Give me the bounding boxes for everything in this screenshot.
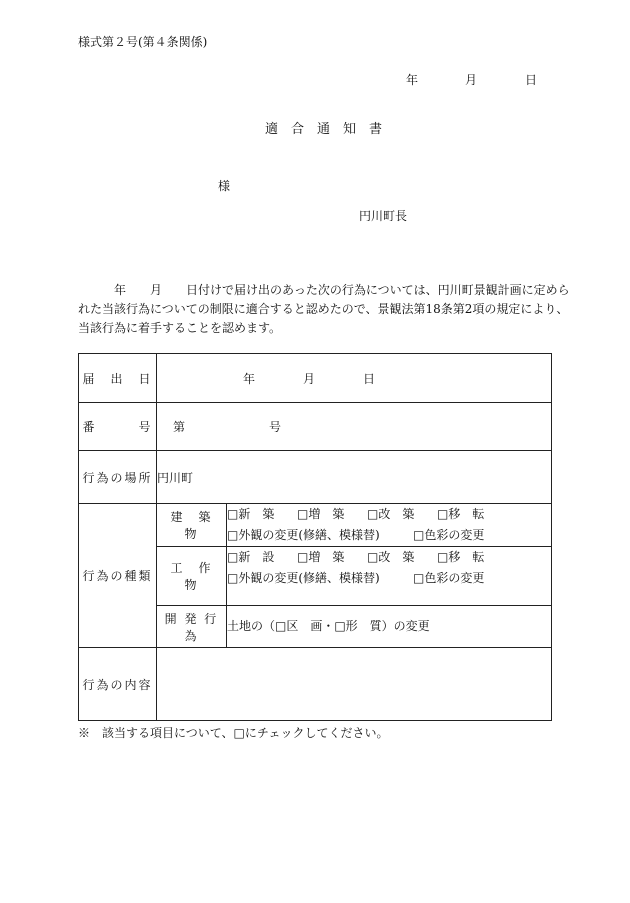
addressee-suffix: 様 — [218, 179, 231, 193]
checkbox-building-new[interactable]: □新 築 — [227, 507, 275, 521]
value-place: 円川町 — [157, 451, 552, 504]
body-line-3: 当該行為に着手することを認めます。 — [78, 321, 282, 335]
checkbox-building-move[interactable]: □移 転 — [437, 507, 485, 521]
value-content[interactable] — [157, 648, 552, 721]
date-year: 年 — [406, 73, 419, 87]
footnote: ※ 該当する項目について、□にチェックしてください。 — [78, 726, 389, 740]
label-place: 行為の場所 — [79, 451, 157, 504]
checkbox-structure-move[interactable]: □移 転 — [437, 550, 485, 564]
label-content: 行為の内容 — [79, 648, 157, 721]
checkbox-structure-exterior[interactable]: □外観の変更(修繕、模様替) — [227, 571, 380, 585]
label-notify-date: 届 出 日 — [79, 354, 157, 403]
label-development: 開 発 行 為 — [157, 606, 227, 648]
form-number: 様式第２号(第４条関係) — [78, 35, 208, 49]
value-number — [157, 403, 552, 451]
label-building: 建 築 物 — [157, 504, 227, 547]
notification-table — [78, 353, 552, 721]
structure-options — [227, 547, 552, 606]
issuer-name: 円川町長 — [359, 209, 408, 223]
checkbox-structure-extend[interactable]: □増 築 — [297, 550, 345, 564]
checkbox-building-exterior[interactable]: □外観の変更(修繕、模様替) — [227, 528, 380, 542]
checkbox-building-color[interactable]: □色彩の変更 — [413, 528, 485, 542]
date-month: 月 — [465, 73, 478, 87]
development-options[interactable]: 土地の（□区 画・□形 質）の変更 — [227, 606, 552, 648]
date-day: 日 — [525, 73, 538, 87]
body-line-1: 年 月 日付けで届け出のあった次の行為については、円川町景観計画に定めら — [78, 283, 570, 297]
value-notify-date: 年 月 日 — [157, 354, 552, 403]
checkbox-structure-color[interactable]: □色彩の変更 — [413, 571, 485, 585]
checkbox-building-rebuild[interactable]: □改 築 — [367, 507, 415, 521]
building-options — [227, 504, 552, 547]
body-line-2: れた当該行為についての制限に適合すると認めたので、景観法第18条第2項の規定により、 — [78, 302, 569, 316]
checkbox-structure-rebuild[interactable]: □改 築 — [367, 550, 415, 564]
label-structure: 工 作 物 — [157, 547, 227, 606]
label-number: 番 号 — [79, 403, 157, 451]
number-suffix: 号 — [269, 420, 282, 434]
label-action-type: 行為の種類 — [79, 504, 157, 648]
document-title: 適 合 通 知 書 — [265, 122, 383, 137]
checkbox-structure-new[interactable]: □新 設 — [227, 550, 275, 564]
checkbox-building-extend[interactable]: □増 築 — [297, 507, 345, 521]
number-prefix: 第 — [173, 420, 186, 434]
